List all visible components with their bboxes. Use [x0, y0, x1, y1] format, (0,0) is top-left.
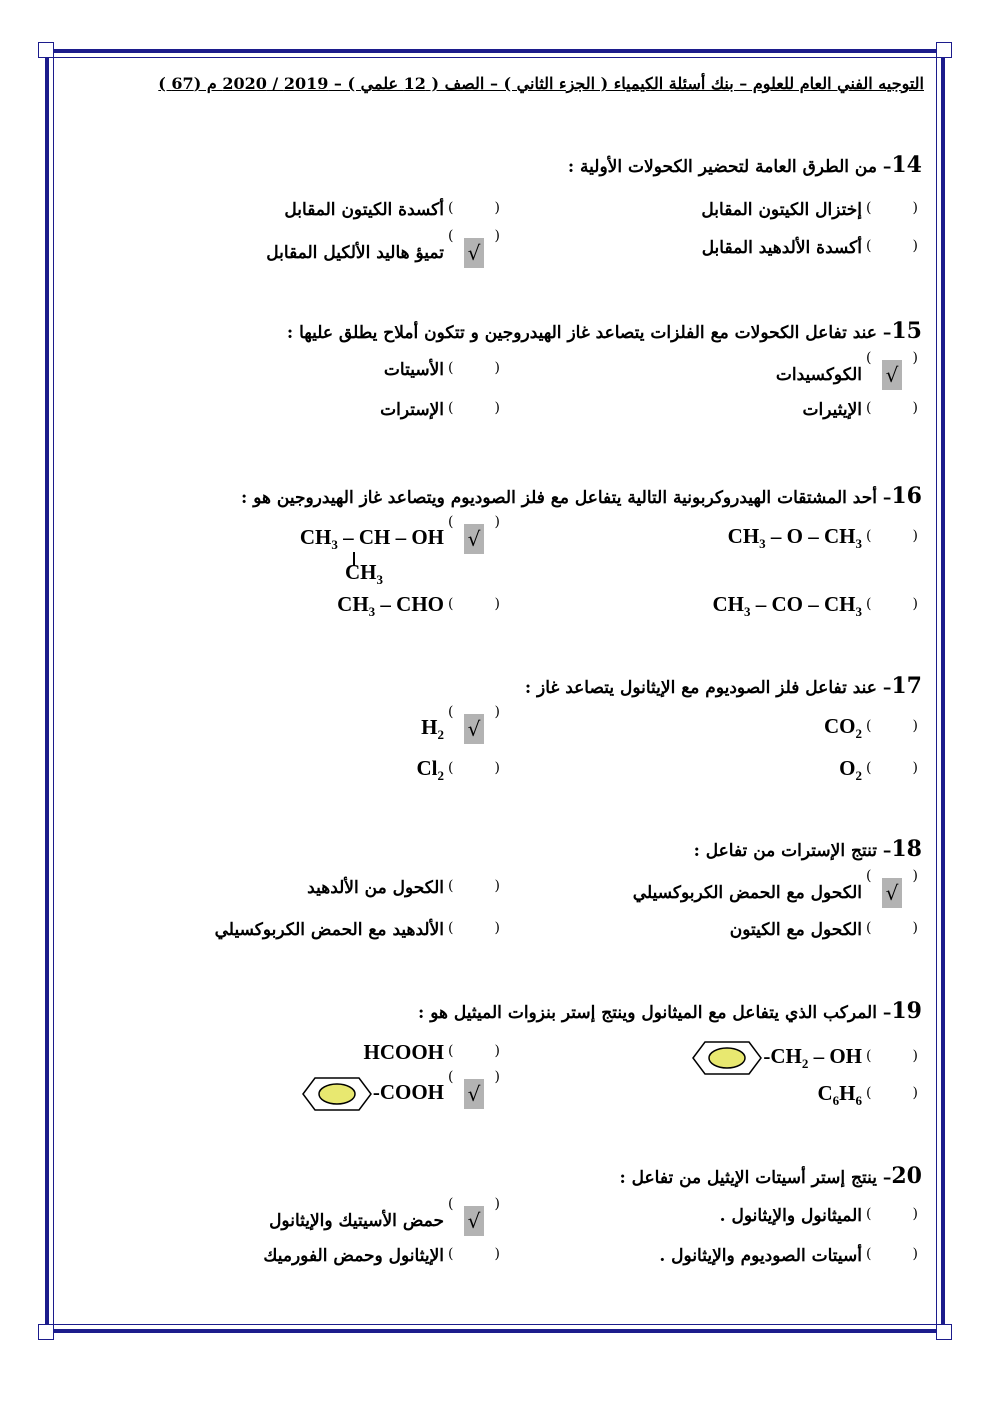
question-text: – من الطرق العامة لتحضير الكحولات الأولية :	[567, 157, 892, 177]
answer-box: ( √ )	[444, 714, 504, 744]
check-mark-icon: √	[464, 714, 484, 744]
formula-acetone: $CH_3$ – CO – $CH_3$	[712, 592, 862, 620]
option-text: الإيثيرات	[802, 400, 862, 420]
option-20-b[interactable]	[269, 1196, 504, 1236]
option-text: الإيثانول وحمض الفورميك	[263, 1246, 444, 1266]
check-mark-icon: √	[882, 878, 902, 908]
option-text: الإسترات	[380, 400, 444, 420]
option-15-d[interactable]: ( ) الإسترات	[380, 400, 500, 420]
option-14-c[interactable]: ( ) أكسدة الألدهيد المقابل	[701, 238, 918, 258]
question-text: – تنتج الإسترات من تفاعل :	[693, 841, 892, 861]
option-15-c[interactable]: ( ) الإيثيرات	[802, 400, 918, 420]
question-text: – عند تفاعل الكحولات مع الفلزات يتصاعد غاز الهيدروجين و تتكون أملاح يطلق عليها :	[286, 323, 892, 343]
question-19	[418, 998, 922, 1024]
option-19-a[interactable]: ( ) $-CH_2$ – OH	[691, 1040, 922, 1076]
option-15-b[interactable]: ( ) الأسيتات	[383, 360, 500, 380]
question-15	[287, 318, 922, 344]
option-17-c[interactable]: ( ) $O_2$	[839, 756, 918, 784]
question-text: – ينتج إستر أسيتات الإيثيل من تفاعل :	[619, 1168, 892, 1188]
answer-box: ( √ )	[862, 878, 922, 908]
border-corner	[936, 1324, 952, 1340]
border-corner	[38, 1324, 54, 1340]
question-number: 17	[891, 673, 922, 699]
formula-h2: $H_2$	[421, 714, 444, 743]
question-text: – أحد المشتقات الهيدروكربونية التالية يتفاعل مع فلز الصوديوم ويتصاعد غاز الهيدروجين هو :	[241, 488, 892, 508]
answer-box: ( √ )	[444, 238, 504, 268]
option-18-a[interactable]	[632, 868, 922, 908]
answer-box: ( √ )	[862, 360, 922, 390]
formula-acetaldehyde: $CH_3$ – CHO	[337, 592, 444, 620]
question-17	[525, 673, 922, 699]
option-text: الكحول مع الحمض الكربوكسيلي	[632, 883, 862, 903]
option-text: الكوكسيدات	[775, 365, 862, 385]
option-18-d[interactable]: ( ) الألدهيد مع الحمض الكربوكسيلي	[214, 920, 500, 940]
border-corner	[936, 42, 952, 58]
option-17-b[interactable]	[421, 704, 504, 744]
question-16	[241, 483, 922, 509]
option-14-d[interactable]	[266, 228, 504, 268]
check-mark-icon: √	[464, 524, 484, 554]
option-18-b[interactable]: ( ) الكحول من الألدهيد	[307, 878, 500, 898]
question-14	[568, 152, 922, 178]
option-17-d[interactable]: ( ) $Cl_2$	[416, 756, 500, 784]
option-19-c[interactable]: ( ) $C_6H_6$	[817, 1081, 918, 1109]
option-19-b[interactable]: ( ) HCOOH	[363, 1040, 500, 1064]
question-18	[694, 836, 922, 862]
formula-isopropanol: $CH_3$ – CH – OH	[299, 524, 444, 553]
option-18-c[interactable]: ( ) الكحول مع الكيتون	[729, 920, 918, 940]
option-text: الكحول من الألدهيد	[307, 878, 444, 898]
option-16-c[interactable]: ( ) $CH_3$ – CO – $CH_3$	[712, 592, 918, 620]
question-number: 16	[891, 483, 922, 509]
formula-benzoic-acid: -COOH	[301, 1076, 444, 1112]
benzene-ring-icon	[691, 1040, 763, 1076]
question-text: – المركب الذي يتفاعل مع الميثانول وينتج إستر بنزوات الميثيل هو :	[418, 1003, 892, 1023]
answer-box: ( √ )	[444, 1079, 504, 1109]
formula-benzyl-alcohol: $-CH_2$ – OH	[691, 1040, 862, 1076]
border-corner	[38, 42, 54, 58]
option-text: الألدهيد مع الحمض الكربوكسيلي	[214, 920, 444, 940]
formula-dimethyl-ether: $CH_3$ – O – $CH_3$	[727, 524, 862, 552]
option-16-b[interactable]	[299, 514, 504, 554]
formula-formic-acid: HCOOH	[363, 1040, 444, 1064]
option-text: حمض الأسيتيك والإيثانول	[269, 1211, 444, 1231]
question-number: 19	[891, 998, 922, 1024]
question-number: 20	[891, 1163, 922, 1189]
formula-benzene: $C_6H_6$	[817, 1081, 862, 1109]
formula-o2: $O_2$	[839, 756, 862, 784]
option-20-c[interactable]: ( ) أسيتات الصوديوم والإيثانول .	[659, 1246, 918, 1266]
formula-branch-ch3: $CH_3$	[345, 560, 383, 588]
option-text: أكسدة الألدهيد المقابل	[701, 238, 862, 258]
option-16-a[interactable]: ( ) $CH_3$ – O – $CH_3$	[727, 524, 918, 552]
check-mark-icon: √	[882, 360, 902, 390]
option-text: الكحول مع الكيتون	[729, 920, 862, 940]
option-17-a[interactable]: ( ) $CO_2$	[824, 714, 918, 742]
formula-co2: $CO_2$	[824, 714, 862, 742]
question-number: 18	[891, 836, 922, 862]
option-16-d[interactable]: ( ) $CH_3$ – CHO	[337, 592, 500, 620]
answer-box: ( √ )	[444, 1206, 504, 1236]
option-19-d[interactable]	[301, 1069, 504, 1112]
option-text: الأسيتات	[383, 360, 444, 380]
question-number: 14	[891, 152, 922, 178]
option-15-a[interactable]	[775, 350, 922, 390]
answer-box: ( √ )	[444, 524, 504, 554]
option-14-b[interactable]: ( ) أكسدة الكيتون المقابل	[284, 200, 500, 220]
option-20-d[interactable]: ( ) الإيثانول وحمض الفورميك	[263, 1246, 500, 1266]
option-20-a[interactable]: ( ) الميثانول والإيثانول .	[719, 1206, 918, 1226]
option-text: إختزال الكيتون المقابل	[701, 200, 862, 220]
option-text: الميثانول والإيثانول .	[719, 1206, 862, 1226]
page-header: التوجيه الفني العام للعلوم – بنك أسئلة الكيمياء ( الجزء الثاني ) – الصف ( 12 علمي ) – 2019 / 2020 م (67 )	[158, 74, 924, 93]
option-text: تميؤ هاليد الألكيل المقابل	[266, 243, 444, 263]
question-text: – عند تفاعل فلز الصوديوم مع الإيثانول يتصاعد غاز :	[524, 678, 892, 698]
option-text: أكسدة الكيتون المقابل	[284, 200, 444, 220]
option-14-a[interactable]: ( ) إختزال الكيتون المقابل	[701, 200, 918, 220]
check-mark-icon: √	[464, 1079, 484, 1109]
check-mark-icon: √	[464, 238, 484, 268]
question-20	[619, 1163, 922, 1189]
benzene-ring-icon	[301, 1076, 373, 1112]
option-text: أسيتات الصوديوم والإيثانول .	[659, 1246, 862, 1266]
check-mark-icon: √	[464, 1206, 484, 1236]
question-number: 15	[891, 318, 922, 344]
formula-cl2: $Cl_2$	[416, 756, 444, 784]
